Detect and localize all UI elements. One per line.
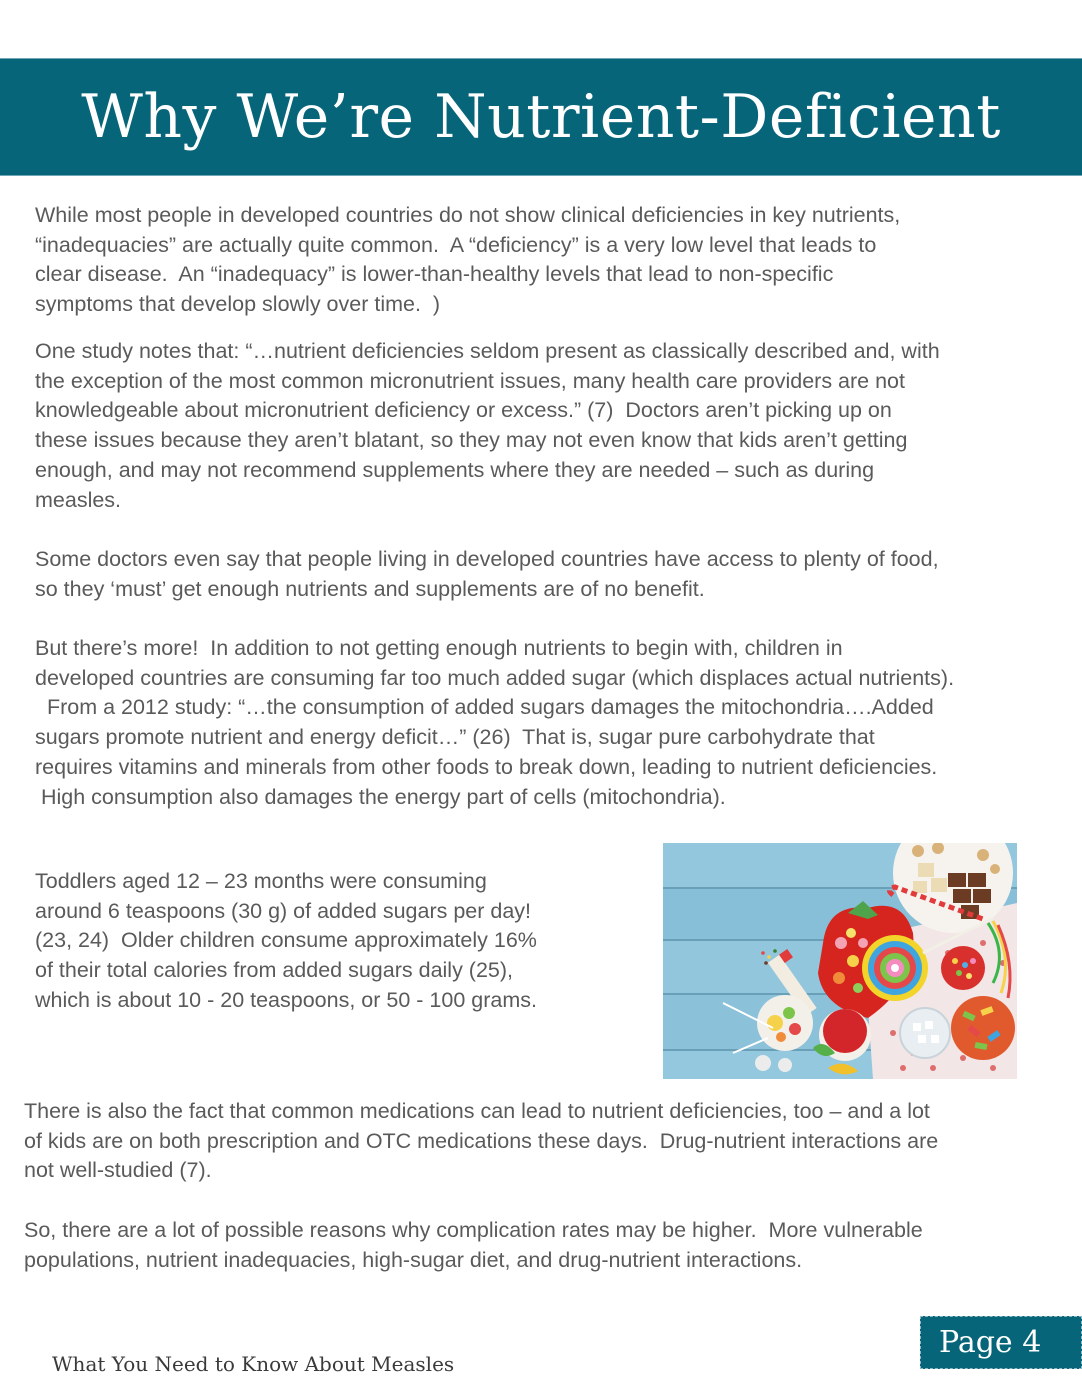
- text-line: the exception of the most common micronutrient issues, many health care providers are not: [35, 368, 905, 393]
- text-line: these issues because they aren’t blatant, so they may not even know that kids aren’t getting: [35, 428, 908, 453]
- text-line: requires vitamins and minerals from other foods to break down, leading to nutrient deficiencies.: [35, 754, 938, 779]
- text-line: enough, and may not recommend supplements where they are needed – such as during: [35, 457, 875, 482]
- text-line: While most people in developed countries do not show clinical deficiencies in key nutrients,: [35, 203, 901, 227]
- page-number-badge: [920, 1316, 1082, 1369]
- candy-photo: [663, 843, 1017, 1079]
- page-title: Why We’re Nutrient-Deficient: [81, 82, 1001, 152]
- text-line: clear disease. An “inadequacy” is lower-than-healthy levels that lead to non-specific: [35, 262, 834, 287]
- paragraph-inadequacies: [35, 201, 1075, 320]
- text-line: So, there are a lot of possible reasons why complication rates may be higher. More vulnerable: [24, 1218, 923, 1242]
- text-line: One study notes that: “…nutrient deficiencies seldom present as classically described and, with: [35, 339, 940, 363]
- text-line: symptoms that develop slowly over time. ): [35, 292, 441, 317]
- text-line: developed countries are consuming far too much added sugar (which displaces actual nutrients).: [35, 665, 955, 690]
- text-line: of their total calories from added sugars daily (25),: [35, 958, 514, 983]
- text-line: Toddlers aged 12 – 23 months were consuming: [35, 869, 487, 893]
- text-line: of kids are on both prescription and OTC medications these days. Drug-nutrient interactions are: [24, 1128, 939, 1153]
- paragraph-medications: [24, 1097, 1079, 1186]
- text-line: populations, nutrient inadequacies, high-sugar diet, and drug-nutrient interactions.: [24, 1247, 803, 1272]
- text-line: which is about 10 - 20 teaspoons, or 50 - 100 grams.: [35, 987, 537, 1012]
- text-line: measles.: [35, 487, 122, 512]
- page-number-label: Page 4: [939, 1325, 1042, 1360]
- paragraph-some-doctors: [35, 545, 1075, 604]
- paragraph-added-sugar: [35, 634, 1082, 812]
- candy-illustration: [663, 843, 1017, 1079]
- paragraph-study-notes: [35, 337, 1075, 515]
- text-line: There is also the fact that common medications can lead to nutrient deficiencies, too – and a lot: [24, 1099, 930, 1123]
- text-line: From a 2012 study: “…the consumption of added sugars damages the mitochondria….Added: [35, 695, 934, 720]
- header-band: [0, 58, 1082, 176]
- text-line: not well-studied (7).: [24, 1158, 212, 1183]
- paragraph-toddlers: [35, 867, 635, 1016]
- footer-document-title: What You Need to Know About Measles: [52, 1352, 455, 1376]
- text-line: around 6 teaspoons (30 g) of added sugars per day!: [35, 898, 532, 923]
- text-line: (23, 24) Older children consume approximately 16%: [35, 928, 537, 953]
- paragraph-conclusion: [24, 1216, 1079, 1275]
- text-line: But there’s more! In addition to not getting enough nutrients to begin with, children in: [35, 636, 843, 660]
- text-line: “inadequacies” are actually quite common. A “deficiency” is a very low level that leads to: [35, 232, 877, 257]
- text-line: knowledgeable about micronutrient deficiency or excess.” (7) Doctors aren’t picking up on: [35, 398, 892, 423]
- text-line: so they ‘must’ get enough nutrients and supplements are of no benefit.: [35, 576, 705, 601]
- text-line: sugars promote nutrient and energy deficit…” (26) That is, sugar pure carbohydrate that: [35, 725, 875, 750]
- text-line: High consumption also damages the energy part of cells (mitochondria).: [35, 784, 726, 809]
- text-line: Some doctors even say that people living in developed countries have access to plenty of food,: [35, 547, 939, 571]
